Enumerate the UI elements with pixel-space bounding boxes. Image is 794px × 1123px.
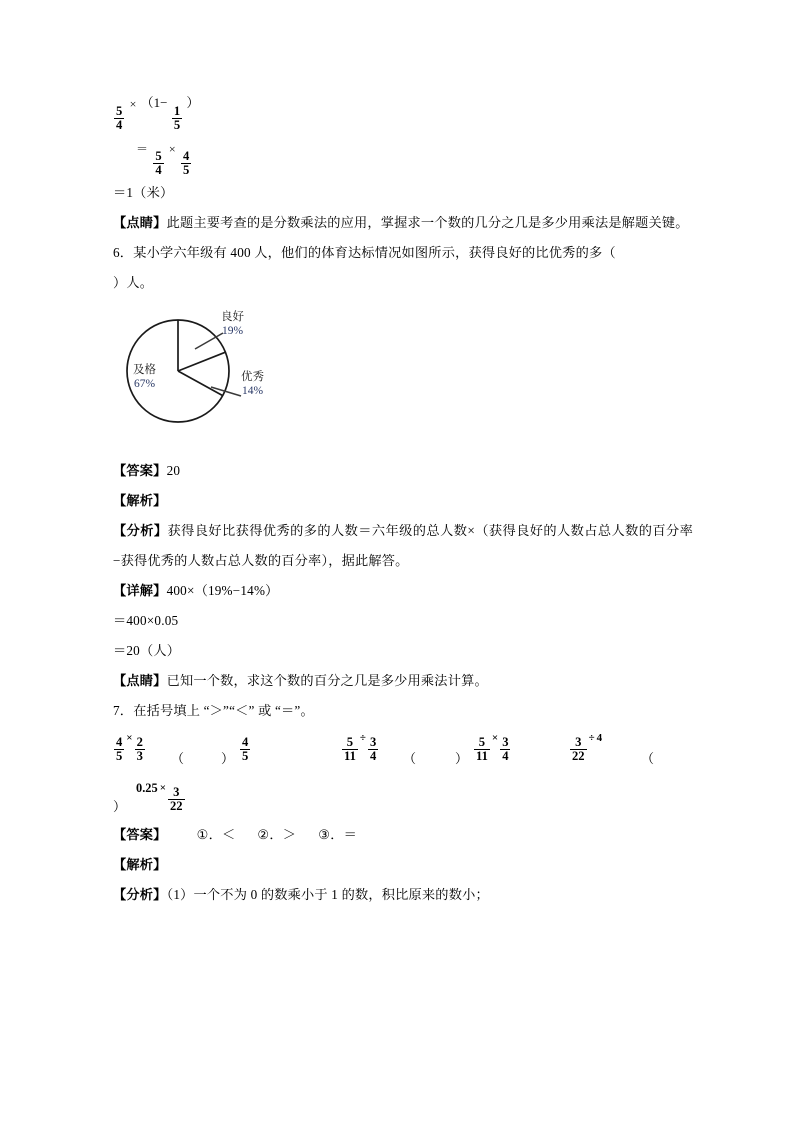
question6-text: 某小学六年级有 400 人，他们的体育达标情况如图所示，获得良好的比优秀的多（ [133, 244, 616, 260]
pie-chart [113, 304, 693, 456]
answer-tag: 【答案】 [113, 826, 167, 842]
question7-expression-row-2 [113, 776, 693, 820]
fraction-2-3 [135, 736, 145, 764]
multiply-operator: × [159, 782, 166, 795]
question6-statement-line2: ）人。 [113, 274, 154, 290]
question7-number: 7． [113, 702, 134, 718]
answer-blank-open: （ [403, 750, 417, 766]
answer-value-2: ＞ [282, 826, 297, 842]
answer-blank-open: （ [641, 750, 655, 766]
fraction-numerator: 4 [116, 734, 123, 749]
pie-label-ji-ge [133, 363, 156, 391]
answer-tag: 【答案】 [113, 462, 167, 478]
fraction-numerator: 1 [173, 103, 181, 118]
fraction-5-4 [114, 105, 124, 133]
answer-value-3: ＝ [343, 826, 357, 842]
analysis-tag: 【分析】 [113, 522, 168, 538]
fraction-numerator: 5 [478, 734, 486, 749]
fraction-denominator: 4 [155, 163, 162, 178]
fraction-4-5-right [240, 736, 250, 764]
expression-line-1 [113, 88, 693, 133]
fraction-4-5 [181, 150, 191, 178]
q7-expression-3 [569, 726, 603, 764]
question7-expression-row [113, 726, 693, 776]
q7-expression-2 [341, 726, 379, 764]
fraction-denominator: 5 [173, 118, 181, 133]
fraction-numerator: 3 [369, 734, 377, 749]
question6-analysis [113, 516, 693, 576]
fraction-5-11 [342, 736, 358, 764]
divide-operator: ÷ [588, 732, 595, 745]
question7-explain-tag [113, 850, 693, 880]
hint-tag: 【点睛】 [113, 672, 167, 688]
fraction-denominator: 5 [116, 749, 123, 764]
fraction-5-4-b [153, 150, 163, 178]
fraction-denominator: 22 [169, 799, 183, 814]
question7-text: 在括号填上 “＞”“＜” 或 “＝”。 [133, 702, 314, 718]
q7-operand-4: 4 [596, 732, 603, 745]
divide-operator: ÷ [359, 732, 366, 745]
question6-detail-line3: ＝20（人） [113, 642, 181, 658]
fraction-numerator: 5 [116, 103, 123, 118]
multiply-operator: × [129, 97, 137, 112]
multiply-operator: × [491, 732, 499, 745]
explain-tag: 【解析】 [113, 856, 167, 872]
pie-label-percent: 67% [133, 377, 156, 390]
q7-expression-3-right [135, 776, 186, 814]
question6-number: 6． [113, 244, 134, 260]
fraction-denominator: 22 [572, 749, 585, 764]
answer-value-1: ＜ [221, 826, 236, 842]
answer-value: 20 [166, 462, 181, 478]
question6-detail-line2: ＝400×0.05 [113, 612, 179, 628]
analysis-text: 获得良好比获得优秀的多的人数＝六年级的总人数×（获得良好的人数占总人数的百分率−获得优秀的人数占总人数的百分率），据此解答。 [113, 522, 693, 568]
hint-tag: 【点睛】 [113, 214, 167, 230]
fraction-denominator: 5 [182, 163, 190, 178]
fraction-1-5 [172, 105, 182, 133]
fraction-numerator: 3 [502, 734, 509, 749]
question6-detail-line1 [113, 576, 693, 606]
q7-blank-close-3[interactable] [113, 796, 126, 815]
fraction-5-11-right [474, 736, 490, 764]
q7-blank-close-2[interactable] [455, 748, 468, 767]
fraction-3-22-right [168, 786, 185, 814]
pie-label-percent: 19% [221, 324, 244, 337]
question6-statement [113, 238, 693, 268]
q7-blank-open-2[interactable] [403, 748, 416, 767]
q7-blank-close-1[interactable] [221, 748, 234, 767]
q5-hint-paragraph [113, 208, 693, 238]
q7-operand-025: 0.25 [136, 780, 158, 795]
q7-expression-1 [113, 726, 146, 764]
fraction-numerator: 3 [173, 784, 180, 799]
q7-blank-open-3[interactable] [641, 748, 654, 767]
answer-blank-open: （ [171, 750, 185, 766]
fraction-denominator: 4 [502, 749, 509, 764]
pie-label-name: 良好 [221, 310, 244, 323]
analysis-tag: 【分析】 [113, 886, 167, 902]
fraction-numerator: 5 [346, 734, 354, 749]
fraction-numerator: 4 [242, 734, 249, 749]
fraction-3-4 [368, 736, 378, 764]
answer-mark-2: ②． [257, 826, 283, 842]
expression-line-3: ＝1（米） [113, 184, 174, 200]
fraction-denominator: 3 [136, 749, 143, 764]
fraction-denominator: 4 [369, 749, 377, 764]
analysis-text: （1）一个不为 0 的数乘小于 1 的数，积比原来的数小； [166, 886, 489, 902]
equals-operator: ＝ [136, 142, 149, 157]
q7-blank-open-1[interactable] [171, 748, 184, 767]
q7-expression-1-right [239, 726, 251, 764]
explain-tag: 【解析】 [113, 492, 167, 508]
fraction-denominator: 11 [344, 749, 356, 764]
page-content [113, 88, 693, 910]
answer-blank-close: ） [455, 750, 469, 766]
answer-mark-3: ③． [318, 826, 344, 842]
open-paren-text: （1− [140, 95, 168, 110]
question6-answer [113, 456, 693, 486]
fraction-numerator: 5 [155, 148, 162, 163]
answer-blank-close: ） [221, 750, 235, 766]
detail-expression: 400×（19%−14%） [166, 582, 279, 598]
question6-explain-tag [113, 486, 693, 516]
question7-answer [113, 820, 693, 850]
multiply-operator: × [168, 142, 176, 157]
fraction-denominator: 4 [116, 118, 123, 133]
answer-mark-1: ①． [196, 826, 222, 842]
answer-blank-close: ） [113, 798, 127, 814]
pie-label-you-xiu [241, 370, 264, 398]
pie-label-percent: 14% [241, 384, 264, 397]
question7-statement [113, 696, 693, 726]
pie-label-name: 及格 [133, 363, 156, 376]
pie-label-liang-hao [221, 310, 244, 338]
hint-text: 已知一个数，求这个数的百分之几是多少用乘法计算。 [166, 672, 488, 688]
detail-tag: 【详解】 [113, 582, 167, 598]
fraction-denominator: 5 [242, 749, 249, 764]
fraction-3-4-right [500, 736, 510, 764]
question6-hint [113, 666, 693, 696]
pie-label-name: 优秀 [241, 370, 264, 383]
fraction-numerator: 4 [182, 148, 190, 163]
fraction-numerator: 3 [575, 734, 582, 749]
expression-line-2 [113, 133, 693, 178]
fraction-4-5 [114, 736, 124, 764]
q7-expression-2-right [473, 726, 511, 764]
multiply-operator: × [126, 732, 133, 745]
fraction-numerator: 2 [136, 734, 143, 749]
hint-text: 此题主要考查的是分数乘法的应用，掌握求一个数的几分之几是多少用乘法是解题关键。 [166, 214, 689, 230]
fraction-3-22 [570, 736, 587, 764]
close-paren-text: ） [186, 95, 200, 110]
fraction-denominator: 11 [476, 749, 488, 764]
question7-analysis [113, 880, 693, 910]
